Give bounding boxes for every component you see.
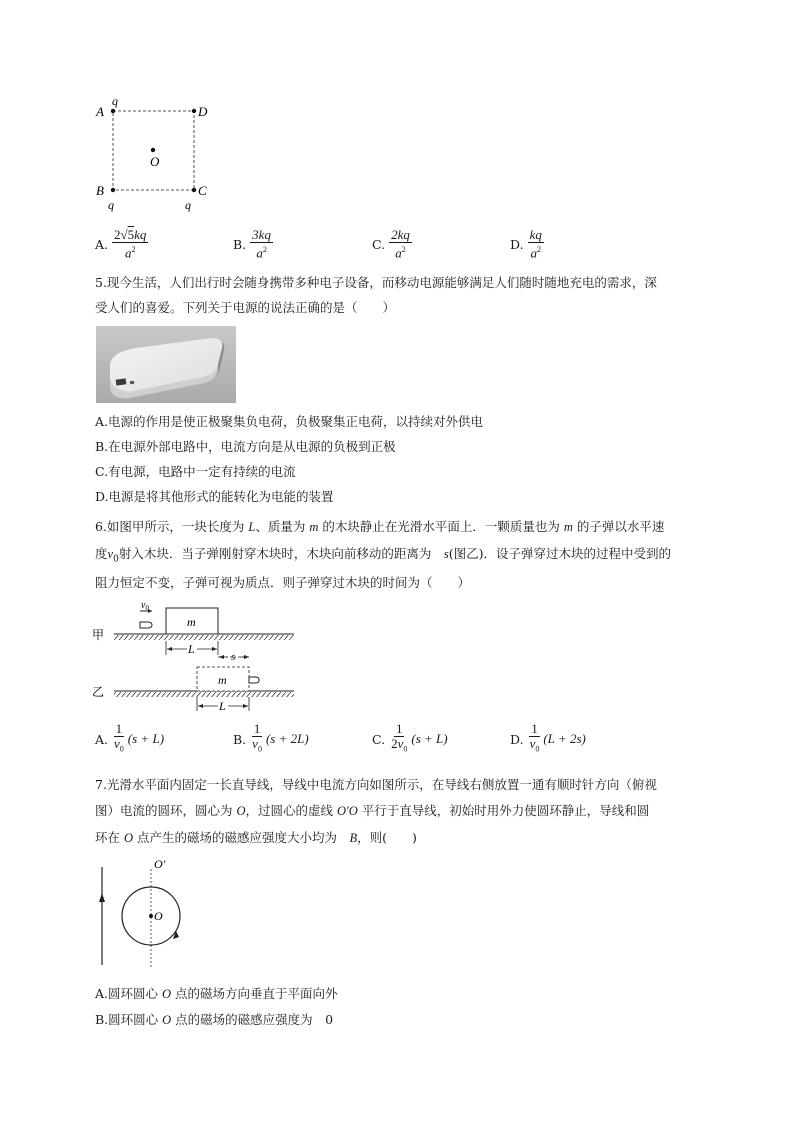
q4-option-d[interactable]: [510, 228, 544, 260]
point-O: [151, 148, 155, 152]
charge-A: q: [112, 94, 118, 108]
option-key: A.: [95, 236, 109, 252]
q7-option-b[interactable]: B.圆环圆心 O 点的磁场的磁感应强度为 0: [95, 1012, 334, 1027]
block-mass-label: m: [187, 615, 196, 629]
fraction: $\frac{1}{2v_0}$: [391, 721, 408, 754]
displacement-label: s: [231, 651, 236, 663]
option-key: A.: [95, 731, 109, 747]
q5-stem-line2: 受人们的喜爱。下列关于电源的说法正确的是（ ）: [95, 300, 396, 315]
label-O: O: [154, 909, 163, 923]
q6-stem-line3: 阻力恒定不变，子弹可视为质点．则子弹穿过木块的时间为（ ）: [95, 575, 471, 590]
block-bullet-figure: [90, 597, 300, 717]
label-A: A: [96, 104, 104, 119]
q4-option-a[interactable]: [95, 228, 148, 260]
fraction: $\frac{1}{v_0}$: [529, 721, 540, 754]
q6-option-a[interactable]: A. $\frac{1}{v_0}$ (s + L): [95, 722, 164, 757]
fraction: $\frac{1}{v_0}$: [252, 721, 262, 754]
point-A: [111, 109, 115, 113]
option-key: C.: [372, 731, 386, 747]
q6-stem-line2: 度$v_0$射入木块．当子弹刚射穿木块时，木块向前移动的距离为 s(图乙)．设子弹穿过木块的过程中受到的: [95, 546, 671, 565]
bullet-jia: [140, 622, 152, 628]
label-jia: 甲: [92, 628, 105, 642]
square-charge-figure: [90, 90, 220, 215]
q5-stem-line1: 5.现今生活，人们出行时会随身携带多种电子设备，而移动电源能够满足人们随时随地充电的需求，深: [95, 275, 657, 290]
q6-option-b[interactable]: B. $\frac{1}{v_0}$ (s + 2L): [233, 722, 309, 757]
label-yi: 乙: [92, 685, 105, 699]
q5-option-b[interactable]: B.在电源外部电路中，电流方向是从电源的负极到正极: [95, 439, 396, 454]
q6-option-d[interactable]: D. $\frac{1}{v_0}$ (L + 2s): [510, 722, 586, 757]
charge-C: q: [185, 198, 191, 212]
point-D: [192, 109, 196, 113]
bullet-yi: [249, 677, 259, 683]
fraction: $\frac{2√5kq}{a^2}$: [114, 227, 147, 261]
velocity-label: $v_0$: [141, 600, 149, 612]
q7-stem-line1: 7.光滑水平面内固定一长直导线，导线中电流方向如图所示，在导线右侧放置一通有顺时针方向（俯视: [95, 777, 657, 792]
label-O-prime: O′: [154, 857, 166, 871]
q5-option-a[interactable]: A.电源的作用是使正极聚集负电荷，负极聚集正电荷，以持续对外供电: [95, 414, 484, 429]
label-B: B: [96, 183, 104, 198]
wire-ring-figure: [90, 855, 200, 970]
q7-stem-line2: 图）电流的圆环，圆心为 O，过圆心的虚线 O′O 平行于直导线，初始时用外力使圆环静止，导线和圆: [95, 803, 650, 818]
length-label-jia: L: [188, 642, 195, 656]
fraction: $\frac{1}{v_0}$: [114, 721, 124, 754]
label-D: D: [198, 104, 208, 119]
fraction: $\frac{2kq}{a^2}$: [391, 227, 410, 261]
point-B: [111, 188, 115, 192]
point-C: [192, 188, 196, 192]
q7-option-a[interactable]: A.圆环圆心 O 点的磁场方向垂直于平面向外: [95, 986, 338, 1001]
label-O: O: [150, 154, 160, 169]
block-mass-label-yi: m: [218, 673, 227, 687]
clockwise-arrow: [173, 931, 179, 939]
option-key: C.: [372, 236, 386, 252]
q4-option-b[interactable]: [233, 228, 273, 260]
fraction: $\frac{3kq}{a^2}$: [252, 227, 271, 261]
q4-option-c[interactable]: [372, 228, 412, 260]
label-C: C: [198, 183, 207, 198]
power-bank-photo: [96, 326, 236, 403]
q6-stem-line1: 6.如图甲所示，一块长度为 L、质量为 m 的木块静止在光滑水平面上．一颗质量也为 m 的子弹以水平速: [95, 519, 665, 534]
option-key: D.: [510, 731, 524, 747]
q6-option-c[interactable]: C. $\frac{1}{2v_0}$ (s + L): [372, 722, 448, 757]
length-label-yi: L: [219, 699, 226, 713]
q5-option-c[interactable]: C.有电源，电路中一定有持续的电流: [95, 464, 296, 479]
option-key: D.: [510, 236, 524, 252]
option-key: B.: [233, 236, 247, 252]
ring-center: [149, 914, 153, 918]
option-key: B.: [233, 731, 247, 747]
current-arrow: [99, 893, 105, 902]
fraction: $\frac{kq}{a^2}$: [529, 227, 542, 261]
q5-option-d[interactable]: D.电源是将其他形式的能转化为电能的装置: [95, 489, 334, 504]
charge-B: q: [108, 198, 114, 212]
q7-stem-line3: 环在 O 点产生的磁场的磁感应强度大小均为 B，则( ): [95, 830, 417, 845]
